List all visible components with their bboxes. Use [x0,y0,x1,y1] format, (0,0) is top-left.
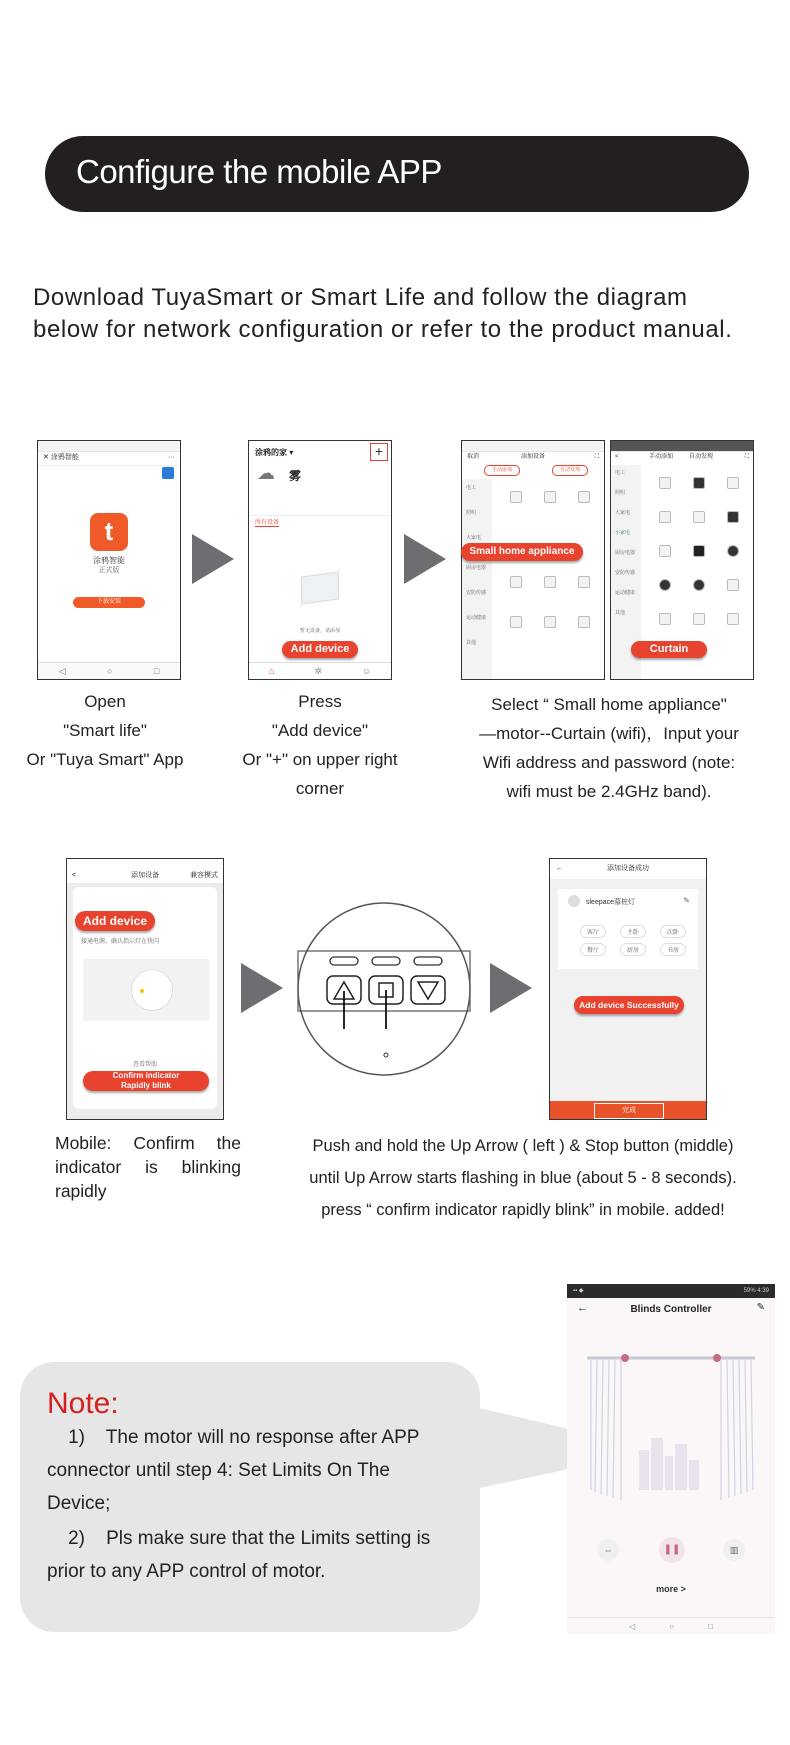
app-name: 涂鸦智能 [93,556,125,565]
back-arrow-icon[interactable]: ← [577,1302,588,1314]
device-thumb[interactable] [659,613,671,625]
screen-title: 添加设备成功 [607,865,649,872]
category-item[interactable]: 电工 [615,470,626,476]
category-item[interactable]: 安防传感 [615,570,636,576]
add-plus-button[interactable]: + [370,443,388,461]
tab-all-devices[interactable]: 所有设备 [255,517,279,527]
category-item-selected[interactable]: 小家电 [615,530,631,536]
category-item[interactable]: 运动健康 [615,590,636,596]
share-icon[interactable] [162,467,174,479]
device-thumb[interactable] [659,579,671,591]
note-line: connector until step 4: Set Limits On The [47,1460,390,1481]
status-text: 59% 4:39 [743,1288,769,1294]
device-thumb[interactable] [544,576,556,588]
step3-caption: Select “ Small home appliance" —motor--Curtain (wifi)，Input your Wifi address and password (note: wifi must be 2.4GHz band). [479,695,739,801]
category-item[interactable]: 其他 [466,640,477,646]
device-thumb[interactable] [510,491,522,503]
category-item[interactable]: 照明 [466,510,477,516]
controller-phone [567,1284,775,1634]
device-thumb[interactable] [544,616,556,628]
intro-line-2: below for network configuration or refer to the product manual. [33,316,733,343]
step6-phone [549,858,707,1120]
back-arrow-icon[interactable]: ← [556,865,563,872]
curtain-label[interactable]: Curtain [631,641,707,658]
home-tab-icon[interactable]: ⌂ [268,666,275,676]
device-thumb[interactable] [659,511,671,523]
pause-icon[interactable]: ❚❚ [659,1537,685,1563]
back-nav-icon[interactable]: ◁ [629,1621,636,1631]
step2-caption: Press "Add device" Or "+" on upper right corner [242,692,398,798]
device-thumb[interactable] [659,545,671,557]
tab-manual-add[interactable]: 手动添加 [484,465,520,476]
cancel-link[interactable]: 取消 [467,454,480,460]
empty-box-icon [301,571,339,604]
add-success-label: Add device Successfully [574,996,684,1014]
add-device-title: Add device [75,911,155,931]
device-thumb[interactable] [578,491,590,503]
hint-text: 接通电源，确认指示灯在快闪 [81,939,160,945]
device-thumb[interactable] [727,545,739,557]
banner-title: Configure the mobile APP [76,153,442,190]
indicator-light-icon [140,989,144,993]
device-thumb[interactable] [727,579,739,591]
download-button[interactable]: 下载安装 [73,597,145,608]
profile-tab-icon[interactable]: ☺ [361,666,372,676]
room-chip[interactable]: 书房 [660,943,686,956]
screen-title: 添加设备 [131,872,159,879]
back-icon[interactable]: < [72,872,77,879]
device-thumb[interactable] [659,477,671,489]
close-curtain-icon[interactable]: ▥ [723,1539,745,1561]
step-arrow-4 [490,963,532,1013]
back-nav-icon[interactable]: ◁ [58,665,66,676]
scan-icon[interactable]: ⛶ [744,454,749,460]
open-curtain-icon[interactable]: ⇔ [597,1539,619,1561]
recents-nav-icon[interactable]: □ [153,666,160,676]
done-bar [550,1101,706,1119]
device-thumb[interactable] [578,616,590,628]
device-thumb[interactable] [693,477,705,489]
remote-closeup [296,901,472,1077]
step3-phone-curtain [610,440,754,680]
device-name: sleepace慕桩灯 [586,899,636,906]
note-line: Device; [47,1493,111,1514]
note-line: prior to any APP control of motor. [47,1561,326,1582]
more-icon[interactable]: ··· [168,454,175,461]
category-item[interactable]: 运动健康 [466,615,487,621]
room-chip[interactable]: 厨房 [620,943,646,956]
app-header: 涂鸦智能 [50,454,79,461]
sim-icons: ▪▪ ◆ [573,1288,584,1294]
tuya-logo-icon: t [90,513,128,551]
add-device-button[interactable]: Add device [282,641,358,658]
intro-text [33,282,763,346]
category-item[interactable]: 安防传感 [466,590,487,596]
cloud-icon: ☁ [257,463,275,483]
device-thumb[interactable] [544,491,556,503]
device-card [558,889,698,969]
device-illustration [83,959,209,1021]
room-chip[interactable]: 客厅 [580,925,606,938]
device-icon [568,895,580,907]
small-home-appliance-label[interactable]: Small home appliance [461,543,583,561]
controller-title: Blinds Controller [630,1304,712,1315]
screen-title: 添加设备 [520,454,545,460]
category-item[interactable]: 厨房电器 [615,550,636,556]
home-title[interactable]: 涂鸦的家 ▾ [255,448,294,457]
category-item[interactable]: 其他 [615,610,626,616]
category-item[interactable]: 大家电 [615,510,631,516]
step-arrow-2 [404,534,446,584]
home-nav-icon[interactable]: ○ [107,666,113,676]
step1-phone [37,440,181,680]
intro-line-1: Download TuyaSmart or Smart Life and follow the diagram [33,284,688,311]
category-item[interactable]: 厨房电器 [466,565,487,571]
step-arrow-3 [241,963,283,1013]
step2-phone [248,440,392,680]
android-nav-bar [38,662,180,679]
edit-pencil-icon[interactable]: ✎ [683,896,690,905]
confirm-indicator-button[interactable]: Confirm indicator Rapidly blink [83,1071,209,1091]
weather-text: 雾 [289,469,302,483]
step-arrow-1 [192,534,234,584]
note-title: Note: [47,1387,119,1420]
step5-caption: Push and hold the Up Arrow ( left ) & Stop button (middle) until Up Arrow starts flashing in blue (about 5 - 8 seconds). press “ confirm indicator rapidly blink” in mobile. added! [309,1137,737,1219]
tab-auto-discover[interactable]: 自动发现 [689,454,714,460]
device-thumb[interactable] [510,616,522,628]
room-chip[interactable]: 主卧 [620,925,646,938]
step4-phone [66,858,224,1120]
back-icon[interactable]: < [615,454,619,460]
app-edition: 正式版 [98,567,120,574]
category-item[interactable]: 大家电 [466,535,482,541]
room-chip[interactable]: 次卧 [660,925,686,938]
device-thumb[interactable] [727,511,739,523]
help-link[interactable]: 查看帮助 [132,1062,157,1068]
device-thumb[interactable] [693,613,705,625]
recents-nav-icon[interactable]: □ [708,1621,713,1631]
compat-mode-link[interactable]: 兼容模式 [190,872,218,879]
tab-auto-discover[interactable]: 自动发现 [552,465,588,476]
device-thumb[interactable] [693,579,705,591]
scan-icon[interactable]: ⛶ [594,454,599,460]
tab-manual-add[interactable]: 手动添加 [649,454,674,460]
home-nav-icon[interactable]: ○ [669,1621,675,1631]
edit-pencil-icon[interactable]: ✎ [756,1302,765,1313]
device-thumb[interactable] [693,545,705,557]
close-icon[interactable]: ✕ [43,454,49,461]
device-thumb[interactable] [693,511,705,523]
step1-caption: Open "Smart life" Or "Tuya Smart" App [26,692,184,769]
scene-tab-icon[interactable]: ✲ [314,665,322,676]
empty-text: 暂无设备，请添加 [299,628,340,634]
note-line: 2) Pls make sure that the Limits setting is [47,1528,431,1549]
more-link[interactable]: more > [656,1584,686,1594]
device-thumb[interactable] [510,576,522,588]
curtain-illustration [567,1330,775,1530]
step4-caption: Mobile: Confirm the indicator is blinking rapidly [55,1133,241,1201]
device-thumb[interactable] [727,477,739,489]
room-chip[interactable]: 餐厅 [580,943,606,956]
category-item[interactable]: 照明 [615,490,626,496]
device-thumb[interactable] [727,613,739,625]
device-thumb[interactable] [578,576,590,588]
done-button[interactable]: 完成 [594,1103,664,1119]
note-line: 1) The motor will no response after APP [47,1427,420,1448]
category-item[interactable]: 电工 [466,485,477,491]
